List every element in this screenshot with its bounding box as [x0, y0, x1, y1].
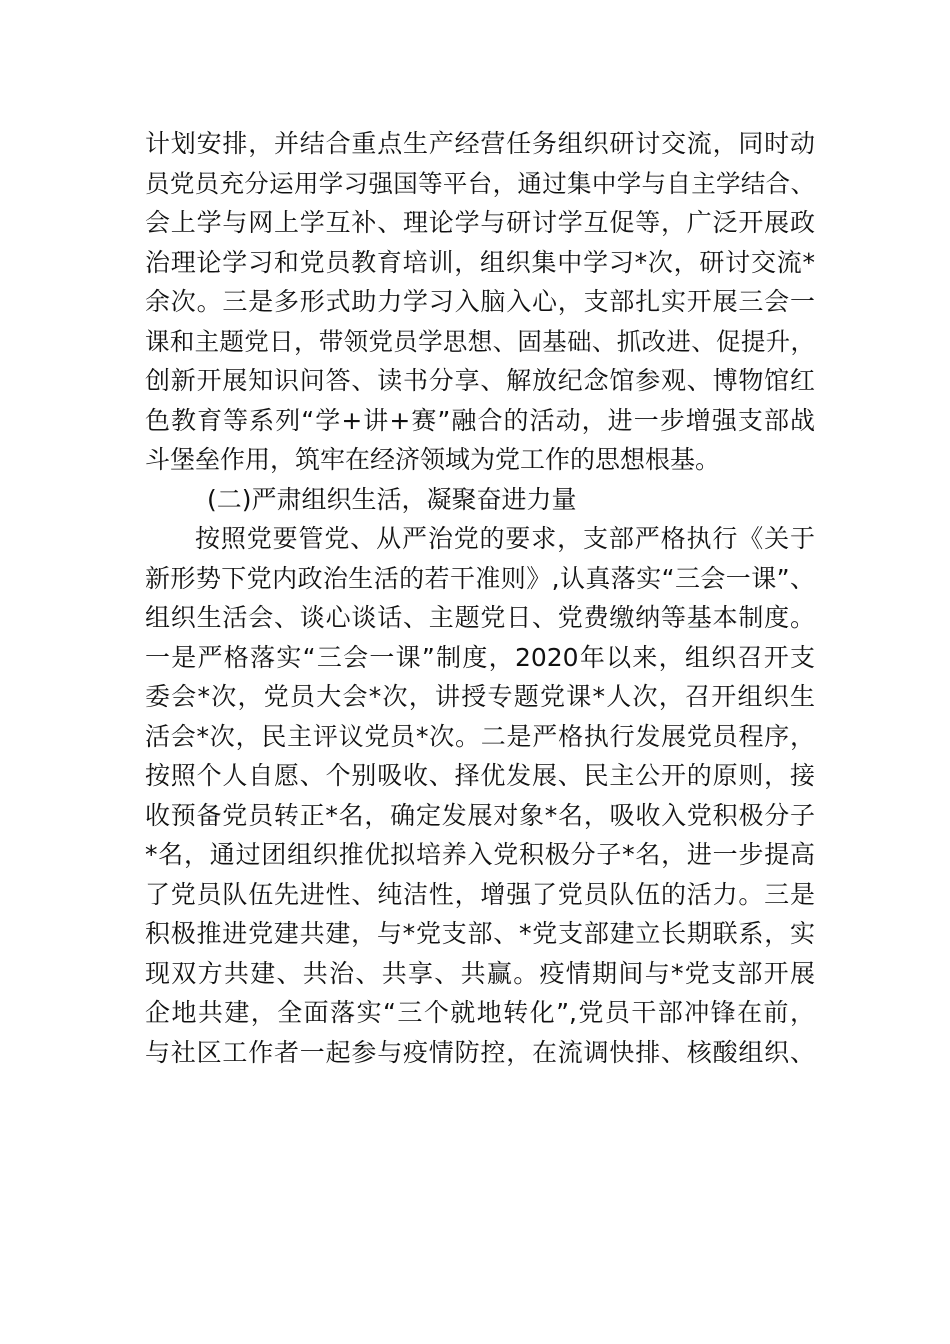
paragraph-line: 了党员队伍先进性、纯洁性，增强了党员队伍的活力。三是: [145, 879, 815, 909]
paragraph-line: 创新开展知识问答、读书分享、解放纪念馆参观、博物馆红: [145, 366, 815, 395]
paragraph-line: 活会*次，民主评议党员*次。二是严格执行发展党员程序，: [145, 721, 815, 751]
paragraph-line: 色教育等系列“学+讲+赛”融合的活动，进一步增强支部战: [145, 405, 815, 435]
body-text: [145, 124, 815, 1072]
section-heading: (二)严肃组织生活，凝聚奋进力量: [207, 484, 577, 514]
paragraph-line: 按照党要管党、从严治党的要求，支部严格执行《关于: [195, 524, 815, 553]
paragraph-line: 课和主题党日，带领党员学思想、固基础、抓改进、促提升，: [145, 326, 815, 356]
paragraph-line: 企地共建，全面落实“三个就地转化”,党员干部冲锋在前，: [145, 998, 815, 1027]
paragraph-line: 与社区工作者一起参与疫情防控，在流调快排、核酸组织、: [145, 1037, 815, 1067]
paragraph-line: 积极推进党建共建，与*党支部、*党支部建立长期联系，实: [145, 919, 815, 948]
paragraph-line: 员党员充分运用学习强国等平台，通过集中学与自主学结合、: [145, 168, 815, 198]
paragraph-line: 计划安排，并结合重点生产经营任务组织研讨交流，同时动: [145, 129, 815, 158]
paragraph-line: 会上学与网上学互补、理论学与研讨学互促等，广泛开展政: [145, 208, 815, 237]
paragraph-line: 治理论学习和党员教育培训，组织集中学习*次，研讨交流*: [145, 247, 815, 277]
paragraph-line: 斗堡垒作用，筑牢在经济领域为党工作的思想根基。: [145, 445, 721, 474]
paragraph-line: 收预备党员转正*名，确定发展对象*名，吸收入党积极分子: [145, 800, 815, 830]
paragraph-line: *名，通过团组织推优拟培养入党积极分子*名，进一步提高: [145, 840, 815, 869]
paragraph-line: 新形势下党内政治生活的若干准则》,认真落实“三会一课”、: [145, 563, 815, 593]
paragraph-line: 委会*次，党员大会*次，讲授专题党课*人次，召开组织生: [145, 682, 815, 711]
paragraph-line: 一是严格落实“三会一课”制度，2020年以来，组织召开支: [145, 642, 815, 672]
paragraph-line: 余次。三是多形式助力学习入脑入心，支部扎实开展三会一: [145, 287, 815, 316]
paragraph-line: 现双方共建、共治、共享、共赢。疫情期间与*党支部开展: [145, 958, 815, 988]
paragraph-line: 组织生活会、谈心谈话、主题党日、党费缴纳等基本制度。: [145, 603, 815, 632]
paragraph-line: 按照个人自愿、个别吸收、择优发展、民主公开的原则，接: [145, 761, 815, 790]
